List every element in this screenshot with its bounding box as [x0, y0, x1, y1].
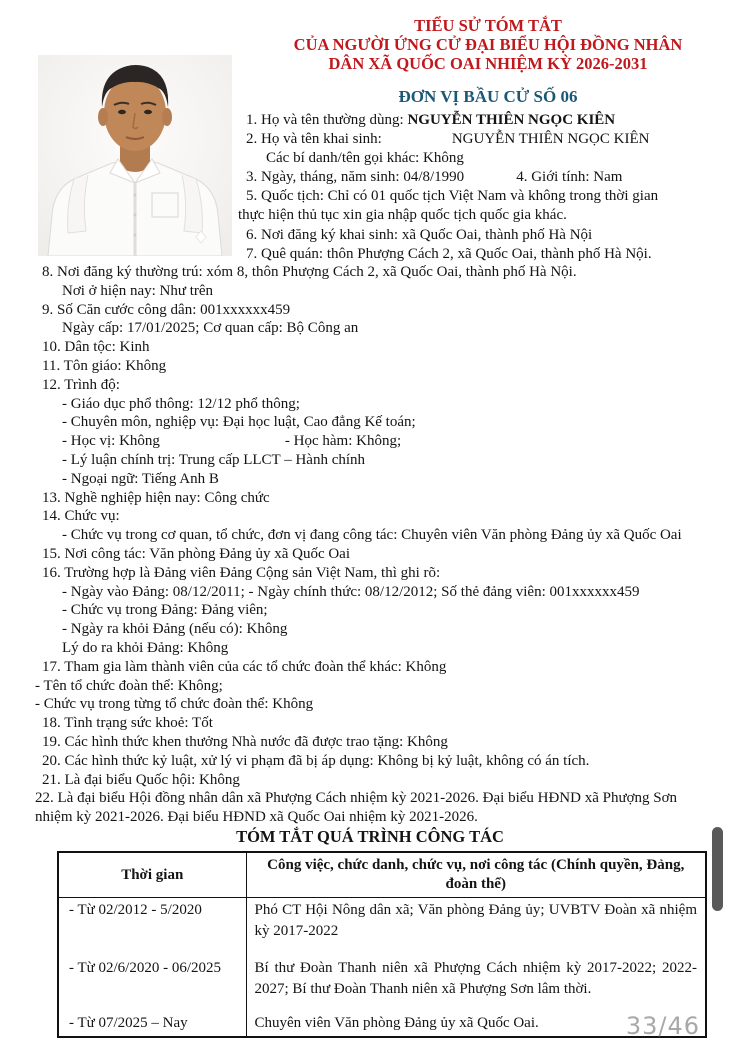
career-table-header-detail: Công việc, chức danh, chức vụ, nơi công tác (Chính quyền, Đảng, đoàn thể)	[246, 852, 706, 898]
info-line: - Tên tổ chức đoàn thể: Không;	[35, 677, 223, 694]
career-table-row	[58, 956, 706, 1011]
info-line: 14. Chức vụ:	[42, 508, 120, 525]
career-detail-cell: Bí thư Đoàn Thanh niên xã Phượng Cách nhiệm kỳ 2017-2022; 2022-2027; Bí thư Đoàn Thanh niên xã Phượng Sơn lâm thời.	[246, 956, 706, 1011]
career-detail-cell: Phó CT Hội Nông dân xã; Văn phòng Đảng ủy; UVBTV Đoàn xã nhiệm kỳ 2017-2022	[246, 898, 706, 956]
career-period-cell: - Từ 02/6/2020 - 06/2025	[69, 959, 222, 976]
info-line: - Giáo dục phổ thông: 12/12 phổ thông;	[62, 395, 300, 412]
info-line: - Chuyên môn, nghiệp vụ: Đại học luật, Cao đẳng Kế toán;	[62, 414, 416, 431]
info-line: - Ngày ra khỏi Đảng (nếu có): Không	[62, 621, 288, 638]
document-title-line-3: DÂN XÃ QUỐC OAI NHIỆM KỲ 2026-2031	[328, 54, 648, 73]
career-table-body	[58, 898, 706, 1037]
info-line: 1. Họ và tên thường dùng: NGUYỄN THIÊN NGỌC KIÊN	[246, 112, 616, 128]
info-line: Các bí danh/tên gọi khác: Không	[266, 150, 464, 167]
info-line: 19. Các hình thức khen thưởng Nhà nước đã được trao tặng: Không	[42, 733, 448, 750]
document-title-line-2: CỦA NGƯỜI ỨNG CỬ ĐẠI BIỂU HỘI ĐỒNG NHÂN	[293, 35, 683, 54]
info-line: 3. Ngày, tháng, năm sinh: 04/8/1990 4. Giới tính: Nam	[246, 169, 623, 186]
info-line: - Ngày vào Đảng: 08/12/2011; - Ngày chính thức: 08/12/2012; Số thẻ đảng viên: 001xxxxxx459	[62, 583, 640, 600]
info-line: - Ngoại ngữ: Tiếng Anh B	[62, 470, 219, 487]
page-indicator: 33/46	[625, 1012, 700, 1040]
scrollbar-thumb[interactable]	[712, 827, 723, 911]
election-unit-heading: ĐƠN VỊ BẦU CỬ SỐ 06	[398, 87, 578, 106]
info-line: - Lý luận chính trị: Trung cấp LLCT – Hành chính	[62, 451, 366, 468]
info-line: 11. Tôn giáo: Không	[42, 357, 167, 374]
personal-info-side-list	[238, 111, 740, 264]
career-table-row	[58, 1011, 706, 1037]
document-header	[238, 16, 738, 107]
info-line: 20. Các hình thức kỷ luật, xử lý vi phạm đã bị áp dụng: Không bị kỷ luật, không có án tích.	[42, 752, 590, 769]
info-line: 5. Quốc tịch: Chỉ có 01 quốc tịch Việt Nam và không trong thời gian	[246, 188, 659, 205]
career-table-header-period: Thời gian	[58, 852, 246, 898]
info-line: 6. Nơi đăng ký khai sinh: xã Quốc Oai, thành phố Hà Nội	[246, 226, 593, 243]
info-line: 18. Tình trạng sức khoẻ: Tốt	[42, 715, 213, 732]
info-line: - Chức vụ trong cơ quan, tổ chức, đơn vị đang công tác: Chuyên viên Văn phòng Đảng ủy xã Quốc Oai	[62, 527, 682, 544]
career-period-cell: - Từ 07/2025 – Nay	[69, 1014, 188, 1031]
info-line: 22. Là đại biểu Hội đồng nhân dân xã Phượng Cách nhiệm kỳ 2021-2026. Đại biểu HĐND xã Phượng Sơn	[35, 790, 678, 807]
info-line: 2. Họ và tên khai sinh: NGUYỄN THIÊN NGỌC KIÊN	[246, 131, 650, 148]
info-line: Lý do ra khỏi Đảng: Không	[62, 639, 229, 656]
career-section-title: TÓM TẮT QUÁ TRÌNH CÔNG TÁC	[236, 827, 504, 846]
info-line: 15. Nơi công tác: Văn phòng Đảng ủy xã Quốc Oai	[42, 545, 351, 562]
info-line: 7. Quê quán: thôn Phượng Cách 2, xã Quốc Oai, thành phố Hà Nội.	[246, 245, 652, 262]
info-line: 12. Trình độ:	[42, 376, 120, 393]
info-line: 21. Là đại biểu Quốc hội: Không	[42, 771, 240, 788]
career-table-row	[58, 898, 706, 956]
info-line: thực hiện thủ tục xin gia nhập quốc tịch quốc gia khác.	[238, 207, 567, 224]
candidate-photo	[38, 55, 232, 256]
info-line: Ngày cấp: 17/01/2025; Cơ quan cấp: Bộ Công an	[62, 320, 359, 337]
career-table	[57, 851, 707, 1038]
info-line: 13. Nghề nghiệp hiện nay: Công chức	[42, 489, 270, 506]
career-detail-cell: Chuyên viên Văn phòng Đảng ủy xã Quốc Oai.	[246, 1011, 706, 1037]
info-line: 9. Số Căn cước công dân: 001xxxxxx459	[42, 301, 291, 318]
info-line: 16. Trường hợp là Đảng viên Đảng Cộng sản Việt Nam, thì ghi rõ:	[42, 564, 441, 581]
info-line: Nơi ở hiện nay: Như trên	[62, 282, 214, 299]
info-line: 8. Nơi đăng ký thường trú: xóm 8, thôn Phượng Cách 2, xã Quốc Oai, thành phố Hà Nội.	[42, 264, 577, 280]
career-table-header-row	[58, 852, 706, 898]
info-line: - Học vị: Không - Học hàm: Không;	[62, 433, 402, 450]
career-period-cell: - Từ 02/2012 - 5/2020	[69, 902, 202, 918]
info-line: - Chức vụ trong từng tổ chức đoàn thể: Không	[35, 696, 314, 713]
document-title-line-1: TIỂU SỬ TÓM TẮT	[414, 16, 562, 35]
info-line: nhiệm kỳ 2021-2026. Đại biểu HĐND xã Quốc Oai nhiệm kỳ 2021-2026.	[35, 809, 478, 826]
candidate-portrait-illustration	[38, 55, 232, 256]
info-line: 17. Tham gia làm thành viên của các tổ chức đoàn thể khác: Không	[42, 658, 447, 675]
personal-info-full-list	[35, 263, 737, 827]
info-line: - Chức vụ trong Đảng: Đảng viên;	[62, 602, 268, 619]
info-line: 10. Dân tộc: Kinh	[42, 339, 150, 356]
